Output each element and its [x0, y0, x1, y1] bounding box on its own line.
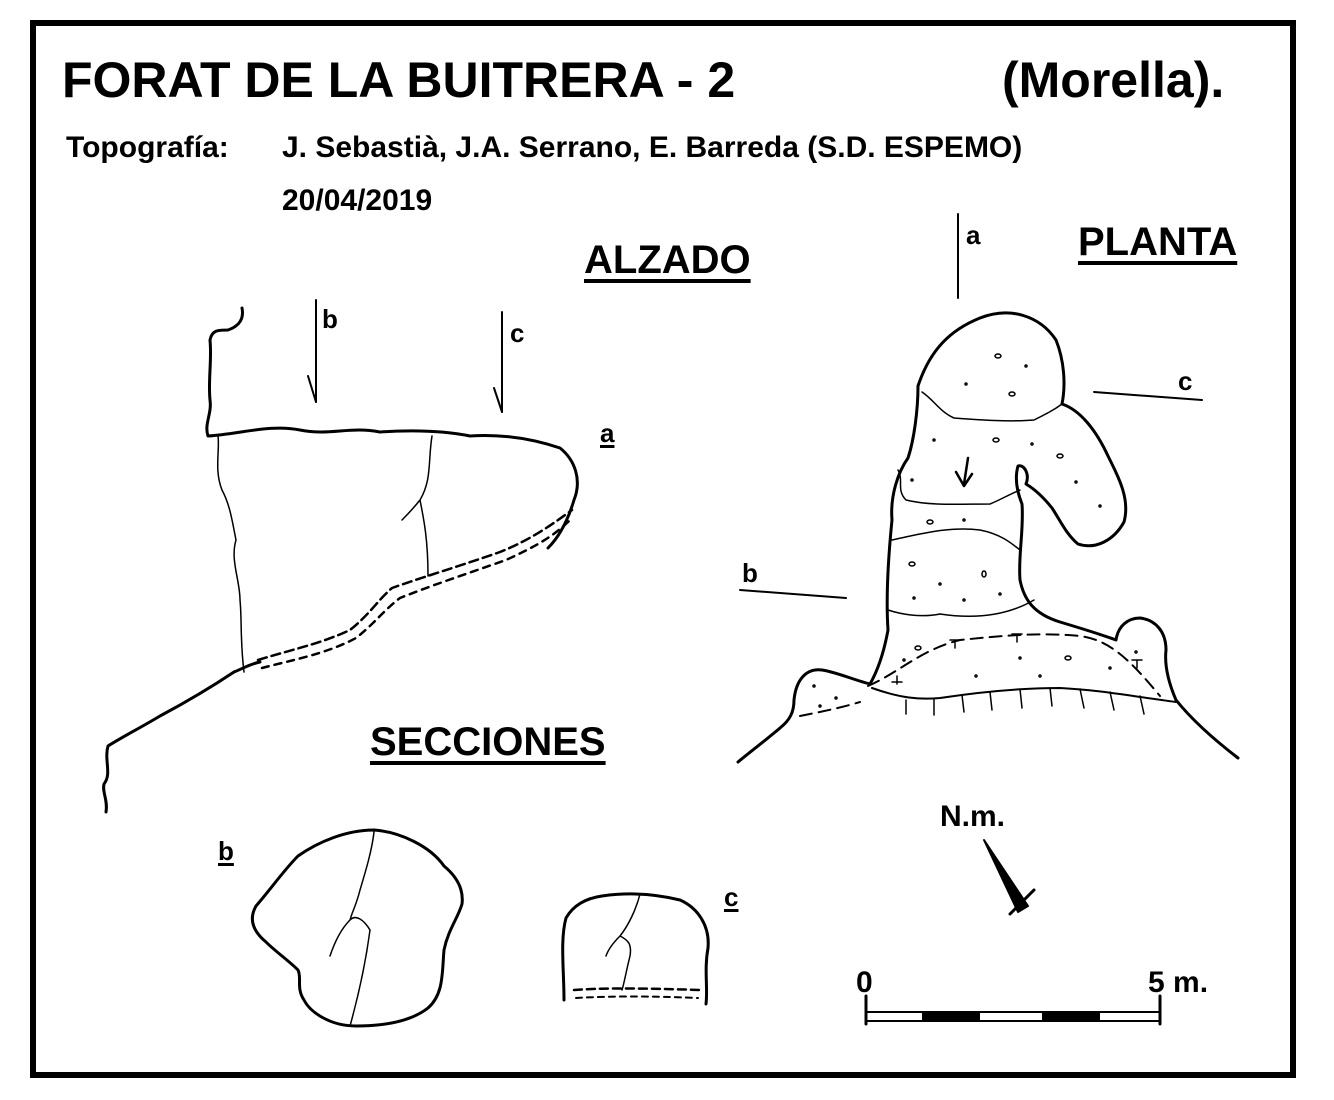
plan-cave-outline-left — [738, 386, 918, 762]
plan-zone-line-4 — [888, 600, 1034, 616]
cross-section-c — [563, 894, 709, 1004]
elevation-view — [104, 300, 578, 812]
plan-rubble-dots — [813, 354, 1137, 707]
plan-marker-a-label: a — [966, 220, 981, 250]
plan-floor-boundary — [800, 702, 860, 716]
plan-marker-b-label: b — [742, 558, 758, 588]
cave-title: FORAT DE LA BUITRERA - 2 — [62, 52, 736, 108]
elevation-floor-ledge — [234, 662, 260, 672]
cave-location: (Morella). — [1002, 52, 1225, 108]
plan-cut-c-line — [1094, 392, 1202, 400]
scale-bar-segment-2 — [1042, 1012, 1100, 1021]
cross-section-b-label: b — [218, 836, 234, 866]
cross-section-b-crack — [330, 832, 374, 1026]
elevation-cut-c-arrowhead — [494, 388, 502, 412]
cross-section-c-crack — [606, 894, 640, 990]
sections-heading: SECCIONES — [370, 720, 606, 764]
scale-start-label: 0 — [856, 966, 873, 999]
plan-zone-line-3 — [892, 529, 1020, 550]
elevation-crack-left — [218, 436, 244, 672]
elevation-surface-outline — [207, 304, 577, 548]
cross-section-c-label: c — [724, 882, 739, 912]
plan-block-symbols — [892, 634, 1142, 684]
elevation-lower-outline — [104, 672, 234, 812]
scale-bar-frame — [866, 1012, 1160, 1021]
plan-slope-arrow — [956, 458, 972, 486]
plan-dripline — [872, 688, 1176, 702]
survey-credit-label: Topografía: — [66, 131, 229, 164]
elevation-marker-b-label: b — [322, 304, 338, 334]
elevation-sediment-floor — [258, 510, 572, 660]
elevation-crack-right — [402, 436, 432, 576]
north-label: N.m. — [940, 800, 1006, 833]
plan-cave-outline — [918, 313, 1238, 758]
plan-cut-b-line — [740, 590, 846, 598]
plan-heading: PLANTA — [1078, 220, 1238, 264]
elevation-heading: ALZADO — [584, 238, 751, 282]
scale-end-label: 5 m. — [1148, 966, 1209, 999]
plan-view — [738, 214, 1238, 762]
elevation-marker-a-label: a — [600, 418, 615, 448]
cross-section-b — [252, 830, 462, 1026]
survey-authors: J. Sebastià, J.A. Serrano, E. Barreda (S.D. ESPEMO) — [282, 131, 1023, 164]
elevation-marker-c-label: c — [510, 318, 525, 348]
scale-bar-segment-1 — [922, 1012, 980, 1021]
plan-sediment-boundary — [868, 634, 1160, 696]
cross-section-c-sediment — [574, 989, 700, 991]
cross-section-c-sediment-2 — [576, 997, 698, 999]
plan-marker-c-label: c — [1178, 366, 1193, 396]
plan-zone-line-1 — [922, 392, 1062, 421]
north-arrow — [984, 840, 1034, 914]
scale-bar — [866, 996, 1160, 1024]
elevation-cut-b-arrowhead — [308, 376, 316, 402]
survey-date: 20/04/2019 — [282, 184, 433, 217]
